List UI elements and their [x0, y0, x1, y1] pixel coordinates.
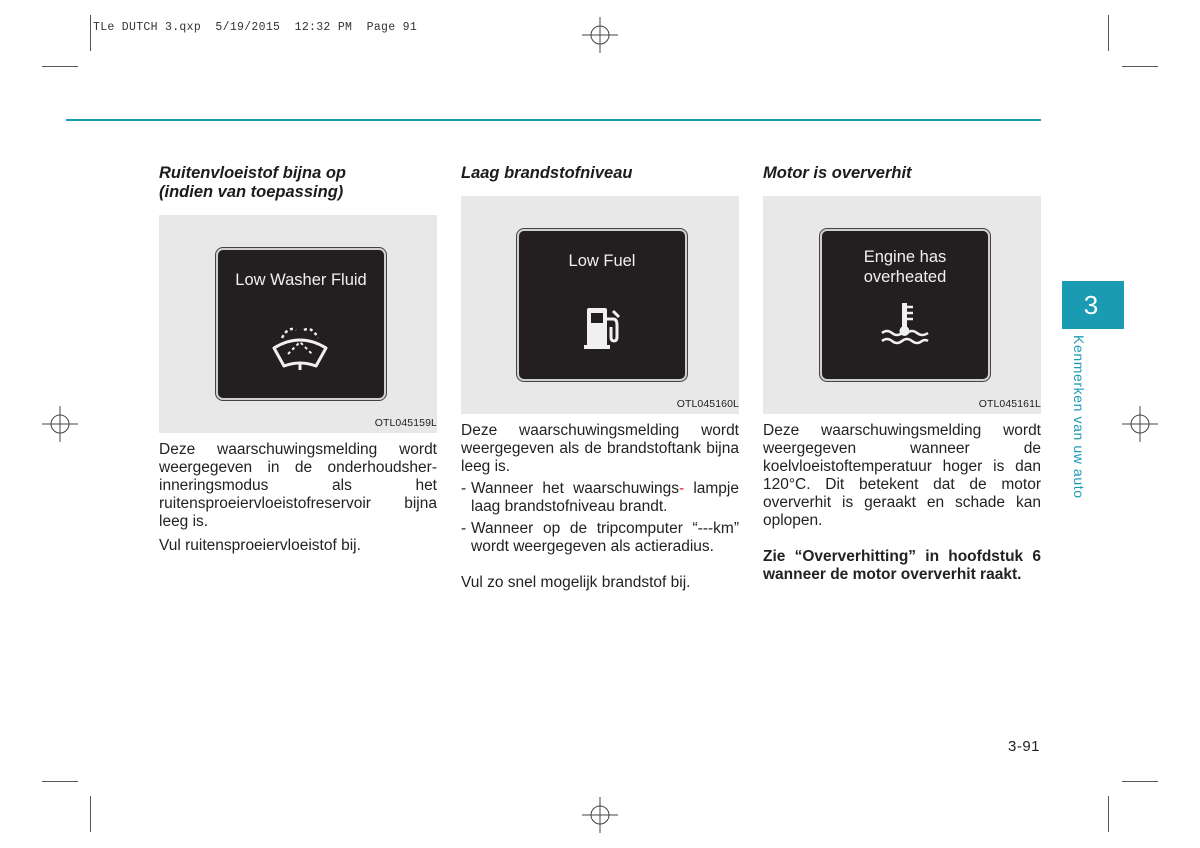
- page-number: 3-91: [1008, 738, 1041, 755]
- figure-code: OTL045159L: [374, 417, 437, 429]
- section-heading: Motor is oververhit: [763, 164, 912, 182]
- bullet-item: - Wanneer het waarschuwings- lampje laag brandstofniveau brandt.: [461, 480, 739, 515]
- chapter-title: Kenmerken van uw auto: [1071, 335, 1087, 499]
- crop-mark: [90, 15, 91, 51]
- section-heading: [159, 164, 437, 202]
- crop-mark: [90, 796, 91, 832]
- registration-mark-icon: [582, 797, 618, 833]
- figure-engine-overheated: [763, 196, 1041, 414]
- cluster-display: [216, 248, 386, 400]
- cluster-display: [517, 229, 687, 381]
- print-slug: TLe DUTCH 3.qxp 5/19/2015 12:32 PM Page 91: [93, 21, 418, 34]
- registration-mark-icon: [1122, 406, 1158, 442]
- section-washer-fluid: [159, 164, 437, 555]
- chapter-tab: [1062, 281, 1124, 329]
- section-heading: Laag brandstofniveau: [461, 164, 633, 182]
- fuel-pump-icon: [583, 305, 623, 351]
- display-message: Low Washer Fluid: [235, 271, 367, 289]
- section-body: [159, 441, 437, 555]
- crop-mark: [1108, 15, 1109, 51]
- bullet-item: - Wanneer op de tripcomputer “---km” wordt weergegeven als actieradius.: [461, 520, 739, 555]
- note-paragraph: Zie “Oververhitting” in hoofdstuk 6 wanneer de motor oververhit raakt.: [763, 548, 1041, 583]
- section-low-fuel: [461, 164, 739, 592]
- paragraph-text: Deze waarschuwingsmelding wordt weergegeven in de onderhoudsher-: [159, 441, 437, 476]
- crop-mark: [42, 781, 78, 782]
- figure-low-fuel: [461, 196, 739, 414]
- paragraph: Vul ruitensproeiervloeistof bij.: [159, 537, 361, 554]
- figure-code: OTL045160L: [676, 398, 739, 410]
- crop-mark: [42, 66, 78, 67]
- section-engine-overheated: [763, 164, 1041, 584]
- crop-mark: [1122, 781, 1158, 782]
- heading-line: (indien van toepassing): [159, 183, 344, 201]
- paragraph: [159, 441, 437, 531]
- crop-mark: [1108, 796, 1109, 832]
- crop-mark: [1122, 66, 1158, 67]
- registration-mark-icon: [42, 406, 78, 442]
- section-body: [461, 422, 739, 592]
- paragraph-text: inneringsmodus als het ruitensproeiervloeistofreservoir bijna leeg is.: [159, 477, 437, 530]
- display-message: Engine has: [863, 248, 947, 266]
- heading-line: Ruitenvloeistof bijna op: [159, 164, 347, 182]
- display-message: Low Fuel: [568, 252, 636, 270]
- paragraph: Deze waarschuwingsmelding wordt weergegeven wanneer de koelvloeistoftemperatuur hoger is dan 120°C. Dit betekent dat de motor oververhit is geraakt en schade kan oplopen.: [763, 422, 1041, 529]
- bullet-text: lampje laag brandstofniveau brandt.: [471, 480, 739, 515]
- figure-code: OTL045161L: [978, 398, 1041, 410]
- figure-low-washer-fluid: [159, 215, 437, 433]
- registration-mark-icon: [582, 17, 618, 53]
- bullet-text: Wanneer het waarschuwings: [471, 480, 680, 497]
- section-body: [763, 422, 1041, 584]
- hyphen-mark: -: [679, 480, 685, 497]
- coolant-temperature-icon: [880, 301, 930, 347]
- washer-fluid-icon: [268, 320, 332, 374]
- paragraph: Vul zo snel mogelijk brandstof bij.: [461, 574, 691, 591]
- display-message: overheated: [863, 268, 947, 286]
- cluster-display: [820, 229, 990, 381]
- bullet-text: Wanneer op de tripcomputer “---km” wordt weergegeven als actieradius.: [471, 520, 739, 555]
- chapter-number: 3: [1083, 289, 1099, 320]
- header-rule: [66, 119, 1041, 121]
- paragraph: Deze waarschuwingsmelding wordt weergegeven als de brandstoftank bijna leeg is.: [461, 422, 739, 475]
